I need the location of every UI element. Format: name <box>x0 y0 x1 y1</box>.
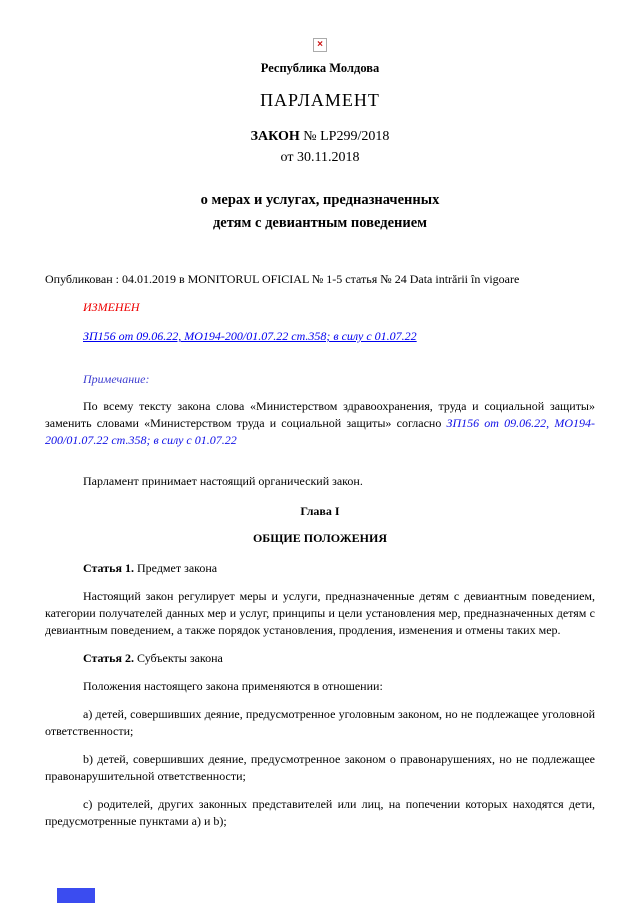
article-2-item-a: а) детей, совершивших деяние, предусмотренное уголовным законом, но не подлежащее уголовной ответственности; <box>45 707 595 738</box>
broken-image-icon: × <box>313 38 327 52</box>
law-number: № LP299/2018 <box>299 129 390 144</box>
note-text: По всему тексту закона слова «Министерством здравоохранения, труда и социальной защиты» заменить словами «Министерством труда и социальной защиты» согласно <box>45 399 595 430</box>
enactment-line: Парламент принимает настоящий органический закон. <box>83 474 363 488</box>
article-2-intro: Положения настоящего закона применяются в отношении: <box>83 679 383 693</box>
law-title-line2: детям с девиантным поведением <box>212 215 428 231</box>
note-label: Примечание: <box>83 372 150 386</box>
chapter-title: ОБЩИЕ ПОЛОЖЕНИЯ <box>252 531 388 545</box>
law-date: от 30.11.2018 <box>280 150 360 165</box>
law-title-line1: о мерах и услугах, предназначенных <box>200 192 440 208</box>
note-paragraph <box>45 398 595 449</box>
blue-artifact-box <box>57 888 95 903</box>
country-name: Республика Молдова <box>260 61 380 75</box>
law-title <box>45 189 595 235</box>
note-ref-link[interactable]: ЗП156 от 09.06.22, МО194-200/01.07.22 ст.358; в силу с 01.07.22 <box>45 416 595 447</box>
amendment-link[interactable]: ЗП156 от 09.06.22, МО194-200/01.07.22 ст.358; в силу с 01.07.22 <box>83 329 417 343</box>
article-2-item-b: b) детей, совершивших деяние, предусмотренное законом о правонарушениях, но не подлежащее правонарушительной ответственности; <box>45 752 595 783</box>
article-2-name: Субъекты закона <box>133 651 223 665</box>
article-2-heading <box>45 650 595 667</box>
article-2-label: Статья 2. <box>83 651 134 665</box>
broken-image-row <box>45 38 595 52</box>
article-1-heading <box>45 560 595 577</box>
amended-label: ИЗМЕНЕН <box>83 300 140 314</box>
law-number-line <box>45 128 595 146</box>
institution-name: ПАРЛАМЕНТ <box>260 90 380 110</box>
publication-line: Опубликован : 04.01.2019 в MONITORUL OFICIAL № 1-5 статья № 24 Data intrării în vigoare <box>45 272 520 286</box>
article-1-label: Статья 1. <box>83 561 134 575</box>
amendment-link-row <box>83 328 595 345</box>
article-2-item-c: с) родителей, других законных представителей или лиц, на попечении которых находятся дети, предусмотренные пунктами а) и b); <box>45 797 595 828</box>
article-1-name: Предмет закона <box>133 561 218 575</box>
chapter-heading: Глава I <box>300 504 340 518</box>
article-1-text: Настоящий закон регулирует меры и услуги, предназначенные детям с девиантным поведением, категории получателей данных мер и услуг, принципы и цели установления мер, предназначенных детям с девиантным поведением, а также порядок установления, продления, изменения и отмены таких мер. <box>45 589 595 637</box>
law-type-label: ЗАКОН <box>250 129 300 144</box>
